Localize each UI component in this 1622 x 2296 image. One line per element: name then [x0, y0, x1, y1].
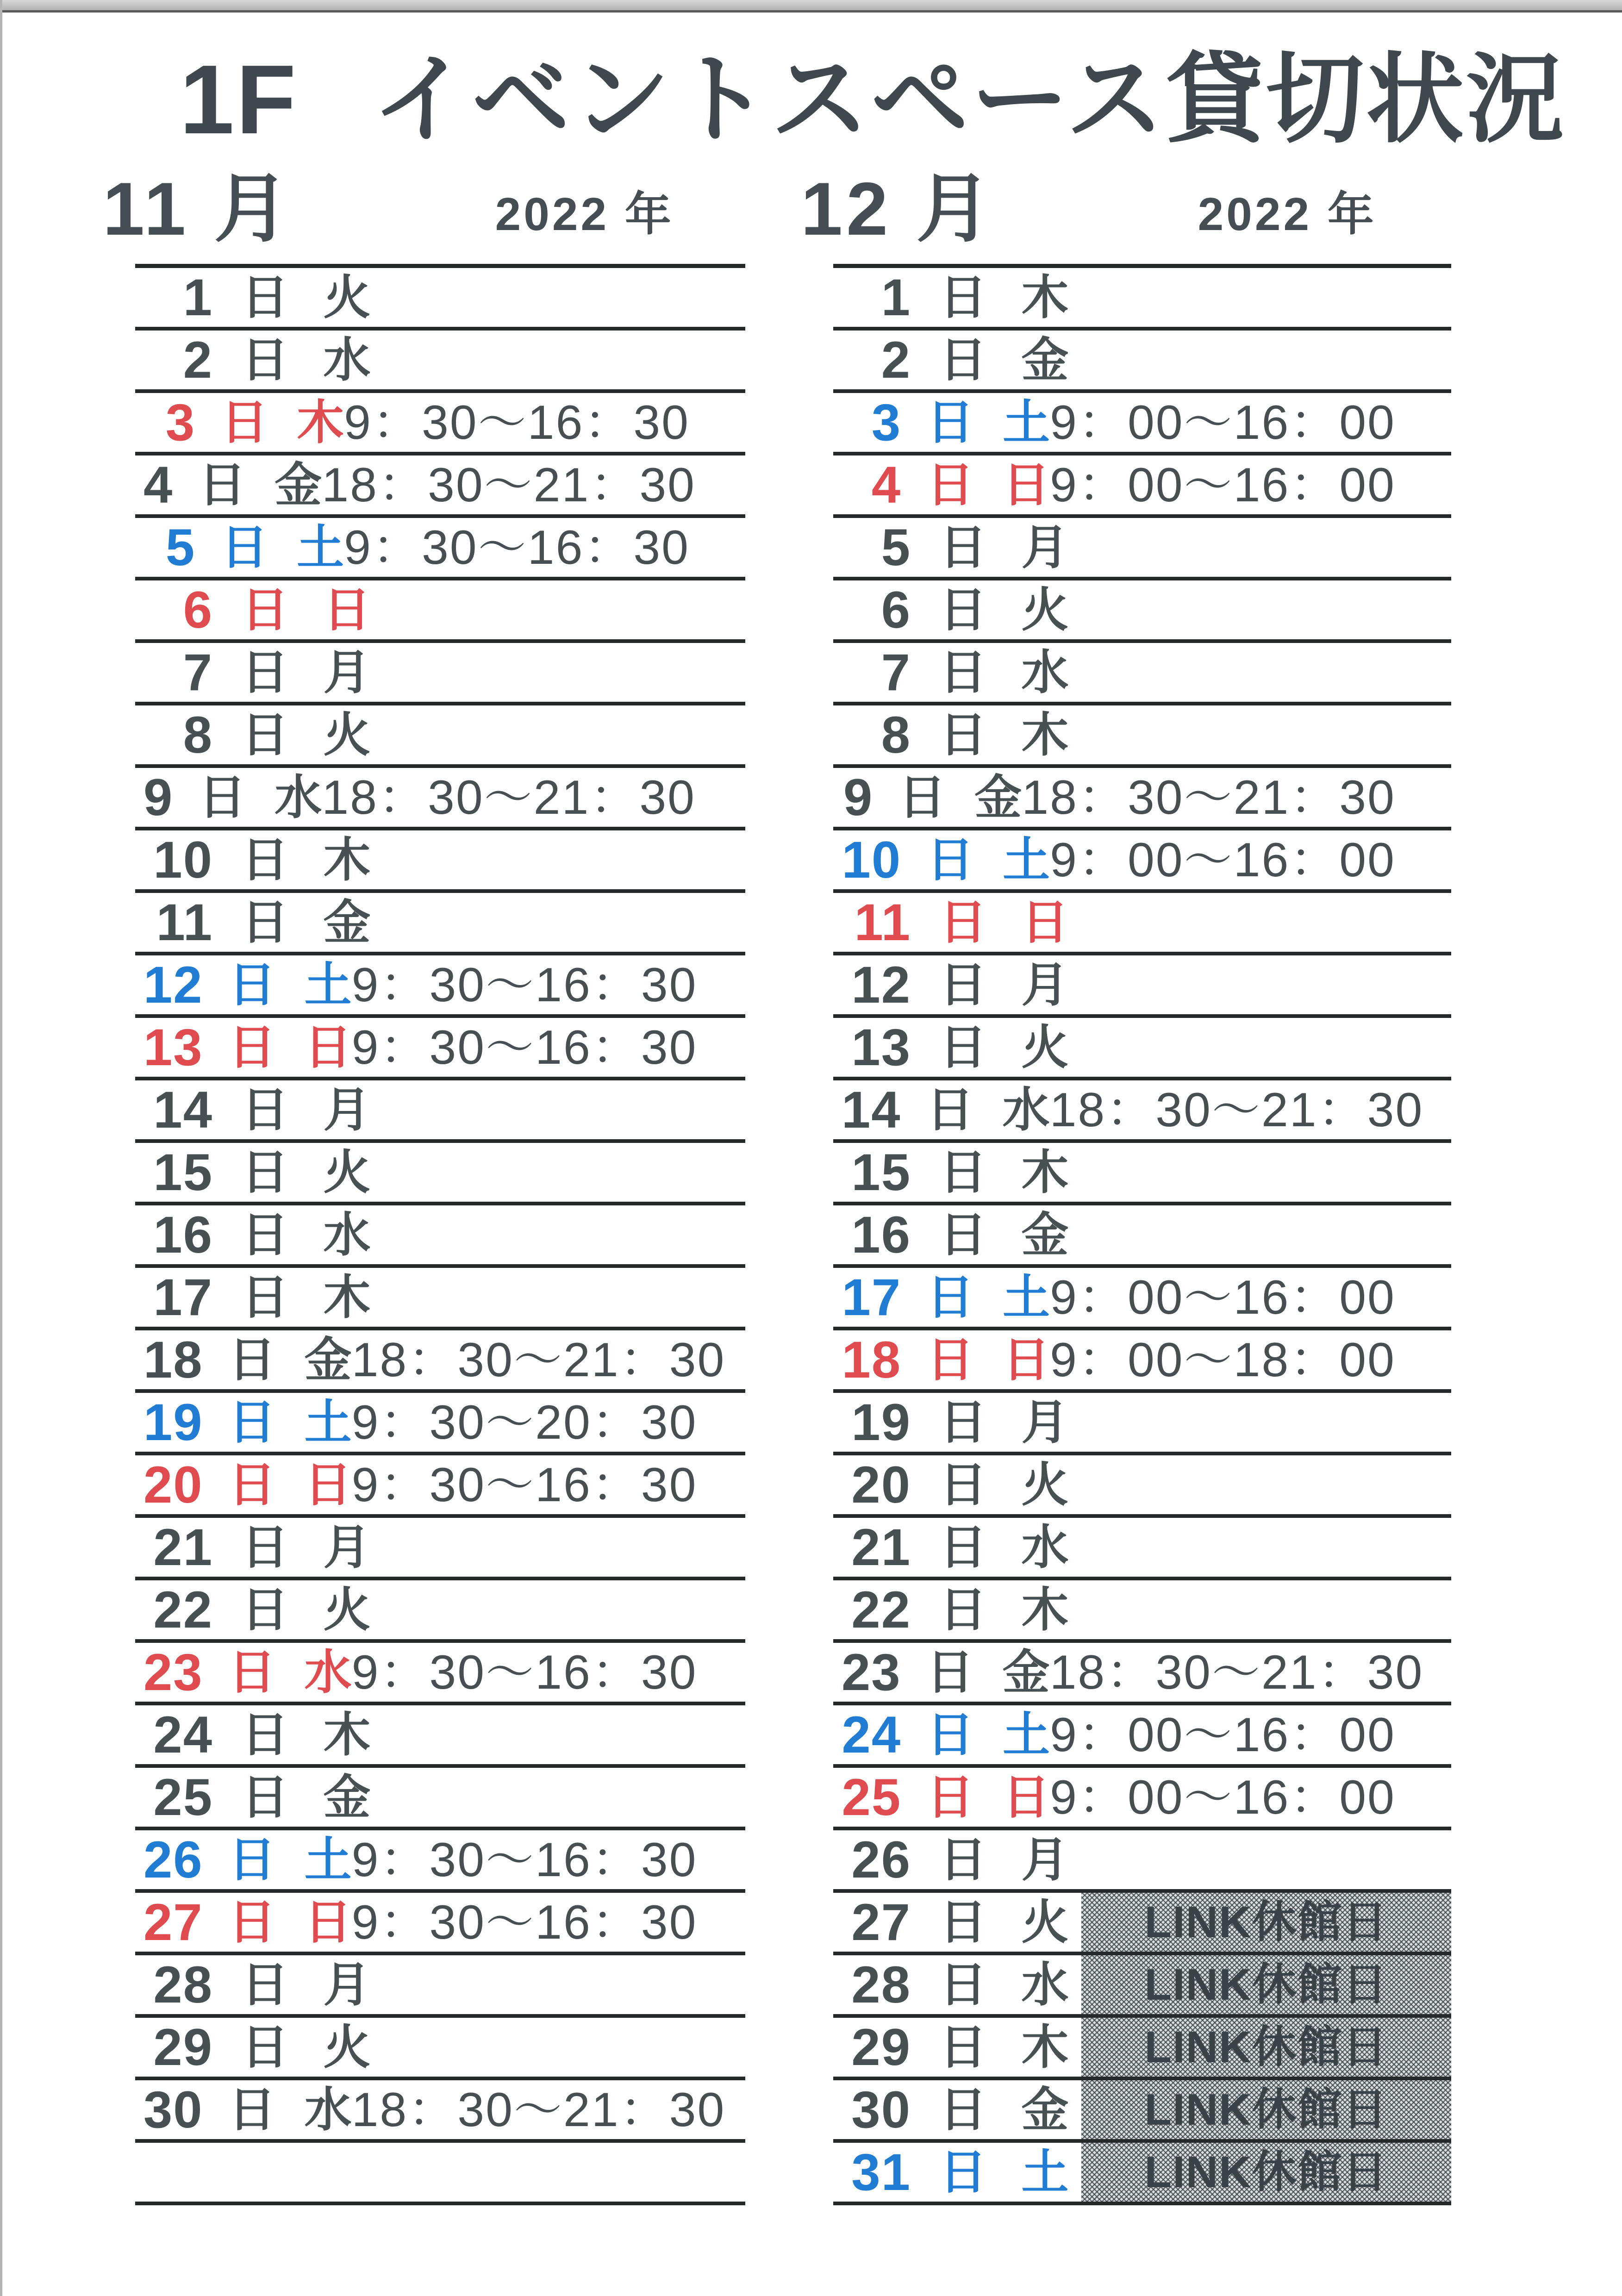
day-counter: 日 — [939, 2146, 987, 2199]
day-weekday: 木 — [1021, 2021, 1069, 2074]
page-title-floor: 1F — [180, 44, 298, 154]
day-weekday: 金 — [1021, 1208, 1069, 1261]
day-row — [135, 1955, 745, 2018]
day-weekday: 土 — [304, 1396, 352, 1449]
time-range: 9：30〜16：30 — [351, 1458, 698, 1512]
day-row — [833, 1955, 1451, 2018]
day-row — [833, 1705, 1451, 1768]
day-counter: 日 — [221, 521, 268, 574]
day-weekday: 日 — [323, 583, 371, 636]
day-weekday: 月 — [323, 1521, 371, 1574]
day-counter: 日 — [241, 1583, 289, 1636]
day-counter: 日 — [241, 1958, 289, 2011]
day-counter: 日 — [939, 1146, 987, 1199]
day-weekday: 火 — [1021, 1896, 1069, 1949]
day-counter: 日 — [939, 896, 987, 949]
day-weekday: 水 — [304, 2083, 352, 2136]
day-weekday: 水 — [1021, 646, 1069, 699]
day-weekday: 土 — [1003, 1708, 1050, 1761]
day-number: 16 — [851, 1205, 911, 1264]
day-number: 13 — [851, 1018, 911, 1076]
day-weekday: 火 — [1021, 1021, 1069, 1074]
day-number: 29 — [153, 2018, 213, 2076]
day-weekday: 土 — [1003, 396, 1050, 449]
day-row — [135, 1643, 745, 1705]
day-row — [833, 1080, 1451, 1143]
day-number: 15 — [851, 1143, 911, 1201]
day-number: 22 — [153, 1580, 213, 1639]
day-counter: 日 — [926, 1646, 974, 1699]
time-range: 9：00〜18：00 — [1050, 1333, 1396, 1387]
day-number: 21 — [153, 1518, 213, 1576]
day-row — [833, 1455, 1451, 1518]
day-counter: 日 — [939, 1521, 987, 1574]
day-number: 7 — [183, 643, 213, 701]
day-number: 16 — [153, 1205, 213, 1264]
day-number: 21 — [851, 1518, 911, 1576]
day-number: 2 — [881, 331, 911, 389]
closed-hatch-cell — [1081, 1955, 1451, 2014]
day-row — [833, 1018, 1451, 1080]
day-weekday: 水 — [323, 1208, 371, 1261]
day-counter: 日 — [241, 1771, 289, 1824]
day-counter: 日 — [926, 1083, 974, 1136]
time-range: 18：30〜21：30 — [351, 2083, 726, 2137]
day-number: 3 — [165, 393, 196, 451]
time-range: 9：00〜16：00 — [1050, 1770, 1396, 1824]
day-counter: 日 — [927, 396, 974, 449]
day-number: 30 — [143, 2080, 203, 2139]
day-weekday: 月 — [1021, 521, 1069, 574]
day-row — [135, 1143, 745, 1205]
scan-edge-left — [0, 0, 2, 2296]
day-counter: 日 — [228, 1646, 276, 1699]
day-weekday: 水 — [1021, 1521, 1069, 1574]
day-number: 27 — [143, 1893, 203, 1951]
day-weekday: 金 — [1021, 2083, 1069, 2136]
day-row — [833, 1643, 1451, 1705]
day-weekday: 月 — [1021, 958, 1069, 1011]
day-weekday: 月 — [323, 1958, 371, 2011]
day-number: 11 — [854, 893, 911, 951]
day-row — [135, 1080, 745, 1143]
day-counter: 日 — [939, 521, 987, 574]
closed-label: LINK休館日 — [1144, 2147, 1388, 2197]
day-counter: 日 — [939, 1958, 987, 2011]
day-weekday: 火 — [323, 2021, 371, 2074]
day-number: 1 — [183, 268, 213, 326]
month-label: 11 月 — [103, 167, 293, 251]
day-counter: 日 — [939, 271, 987, 324]
day-number: 17 — [153, 1268, 213, 1326]
day-counter: 日 — [228, 1021, 276, 1074]
day-row — [135, 1455, 745, 1518]
month-column-december — [801, 160, 1451, 2205]
day-counter: 日 — [241, 2021, 289, 2074]
day-counter: 日 — [241, 708, 289, 761]
time-range: 9：30〜20：30 — [351, 1395, 698, 1449]
day-number: 4 — [871, 455, 902, 514]
day-row — [833, 955, 1451, 1018]
day-counter: 日 — [939, 646, 987, 699]
scan-edge-top — [0, 0, 1622, 12]
day-row — [135, 1768, 745, 1830]
day-row — [135, 1830, 745, 1893]
day-number: 18 — [842, 1330, 902, 1389]
day-number: 23 — [842, 1643, 901, 1701]
day-row — [833, 830, 1451, 893]
time-range: 9：00〜16：00 — [1050, 458, 1396, 512]
day-number: 5 — [881, 518, 911, 576]
day-row — [833, 768, 1451, 830]
day-weekday: 金 — [323, 1771, 371, 1824]
day-row — [833, 1518, 1451, 1580]
day-row — [135, 643, 745, 705]
day-counter: 日 — [241, 1271, 289, 1324]
closed-label: LINK休館日 — [1144, 1897, 1388, 1947]
day-number: 10 — [842, 830, 902, 889]
time-range: 9：00〜16：00 — [1050, 1708, 1396, 1762]
time-range: 9：00〜16：00 — [1050, 833, 1396, 887]
closed-hatch-cell — [1081, 1893, 1451, 1952]
day-number: 25 — [153, 1768, 213, 1826]
day-row — [135, 1893, 745, 1955]
day-number: 13 — [143, 1018, 203, 1076]
day-row — [833, 393, 1451, 455]
day-row — [833, 580, 1451, 643]
closed-hatch-cell — [1081, 2018, 1451, 2077]
day-weekday: 木 — [323, 1708, 371, 1761]
day-weekday: 金 — [323, 896, 371, 949]
day-weekday: 水 — [274, 771, 322, 824]
day-row — [135, 331, 745, 393]
day-number: 19 — [143, 1393, 203, 1451]
month-header — [103, 160, 745, 268]
day-number: 9 — [843, 768, 873, 826]
day-weekday: 月 — [1021, 1396, 1069, 1449]
page-title-text: イベントスペース貸切状況 — [372, 44, 1566, 154]
day-weekday: 月 — [1021, 1833, 1069, 1886]
day-counter: 日 — [927, 1333, 974, 1386]
month-column-november — [103, 160, 745, 2205]
day-rows — [833, 268, 1451, 2205]
day-number: 1 — [881, 268, 911, 326]
year-label: 2022 年 — [1198, 188, 1377, 240]
day-row — [833, 1205, 1451, 1268]
day-weekday: 火 — [323, 1146, 371, 1199]
day-counter: 日 — [939, 1208, 987, 1261]
day-counter: 日 — [228, 2083, 276, 2136]
day-counter: 日 — [939, 1583, 987, 1636]
day-row — [833, 2143, 1451, 2205]
day-counter: 日 — [221, 396, 268, 449]
day-number: 3 — [871, 393, 902, 451]
day-row — [833, 2018, 1451, 2080]
day-row — [135, 518, 745, 580]
day-weekday: 日 — [1003, 1771, 1050, 1824]
day-weekday: 木 — [1021, 271, 1069, 324]
day-row — [833, 1393, 1451, 1455]
day-weekday: 日 — [304, 1458, 352, 1511]
day-number: 4 — [143, 455, 174, 514]
day-row — [833, 643, 1451, 705]
day-row — [833, 1330, 1451, 1393]
day-number: 5 — [165, 518, 196, 576]
day-number: 20 — [851, 1455, 911, 1514]
day-row — [135, 455, 745, 518]
day-weekday: 火 — [1021, 583, 1069, 636]
day-row — [135, 705, 745, 768]
day-number: 24 — [842, 1705, 902, 1764]
day-weekday: 土 — [304, 958, 352, 1011]
day-number: 19 — [851, 1393, 911, 1451]
day-row — [833, 893, 1451, 955]
day-counter: 日 — [898, 771, 946, 824]
day-counter: 日 — [241, 1208, 289, 1261]
day-counter: 日 — [241, 1146, 289, 1199]
day-row — [135, 2080, 745, 2143]
day-counter: 日 — [228, 1333, 276, 1386]
day-row — [135, 580, 745, 643]
day-weekday: 日 — [1021, 896, 1069, 949]
time-range: 18：30〜21：30 — [1049, 1645, 1424, 1699]
day-number: 17 — [842, 1268, 902, 1326]
time-range: 9：30〜16：30 — [351, 958, 698, 1012]
day-number: 26 — [143, 1830, 203, 1889]
day-weekday: 日 — [304, 1021, 352, 1074]
day-counter: 日 — [939, 2083, 987, 2136]
day-weekday: 金 — [1021, 333, 1069, 387]
day-counter: 日 — [241, 1521, 289, 1574]
day-row — [833, 1893, 1451, 1955]
year-label: 2022 年 — [495, 188, 674, 240]
day-row — [135, 1268, 745, 1330]
day-weekday: 木 — [1021, 708, 1069, 761]
day-number: 27 — [851, 1893, 911, 1951]
day-weekday: 火 — [323, 708, 371, 761]
day-number: 18 — [143, 1330, 203, 1389]
day-counter: 日 — [927, 1271, 974, 1324]
time-range: 9：30〜16：30 — [344, 520, 690, 574]
day-counter: 日 — [241, 896, 289, 949]
closed-hatch-cell — [1081, 2080, 1451, 2139]
day-weekday: 土 — [1003, 833, 1050, 886]
day-counter: 日 — [927, 458, 974, 512]
day-row — [135, 1518, 745, 1580]
day-weekday: 水 — [1002, 1083, 1050, 1136]
empty-row — [135, 2143, 745, 2205]
day-row — [833, 705, 1451, 768]
day-number: 8 — [881, 705, 911, 764]
day-weekday: 日 — [1003, 1333, 1050, 1386]
day-number: 26 — [851, 1830, 911, 1889]
day-row — [135, 2018, 745, 2080]
day-weekday: 土 — [1003, 1271, 1050, 1324]
time-range: 18：30〜21：30 — [1022, 770, 1396, 824]
day-counter: 日 — [939, 1021, 987, 1074]
day-row — [135, 393, 745, 455]
day-weekday: 土 — [1021, 2146, 1069, 2199]
day-row — [135, 1330, 745, 1393]
time-range: 18：30〜21：30 — [1049, 1083, 1424, 1137]
day-counter: 日 — [939, 1396, 987, 1449]
day-weekday: 水 — [1021, 1958, 1069, 2011]
day-number: 14 — [153, 1080, 213, 1139]
day-counter: 日 — [241, 271, 289, 324]
time-range: 9：30〜16：30 — [351, 1645, 698, 1699]
day-counter: 日 — [939, 583, 987, 636]
time-range: 9：00〜16：00 — [1050, 395, 1396, 449]
day-counter: 日 — [927, 833, 974, 886]
day-number: 12 — [851, 955, 911, 1014]
day-counter: 日 — [228, 1396, 276, 1449]
day-row — [833, 1830, 1451, 1893]
day-counter: 日 — [939, 2021, 987, 2074]
day-weekday: 火 — [323, 271, 371, 324]
month-header — [801, 160, 1451, 268]
day-number: 30 — [851, 2080, 911, 2139]
time-range: 9：30〜16：30 — [351, 1833, 698, 1887]
day-row — [135, 830, 745, 893]
day-number: 29 — [851, 2018, 911, 2076]
day-weekday: 火 — [1021, 1458, 1069, 1511]
day-row — [833, 331, 1451, 393]
day-row — [833, 1143, 1451, 1205]
day-number: 12 — [143, 955, 203, 1014]
closed-label: LINK休館日 — [1144, 2084, 1388, 2134]
day-number: 11 — [156, 893, 213, 951]
day-number: 6 — [183, 580, 213, 639]
day-weekday: 水 — [323, 333, 371, 387]
day-row — [833, 1768, 1451, 1830]
day-counter: 日 — [939, 1833, 987, 1886]
day-weekday: 金 — [974, 771, 1022, 824]
day-number: 7 — [881, 643, 911, 701]
day-counter: 日 — [241, 583, 289, 636]
day-weekday: 木 — [323, 1271, 371, 1324]
day-number: 2 — [183, 331, 213, 389]
page-title — [180, 45, 1566, 153]
day-number: 9 — [143, 768, 174, 826]
day-row — [135, 268, 745, 331]
day-number: 8 — [183, 705, 213, 764]
day-number: 15 — [153, 1143, 213, 1201]
day-weekday: 木 — [323, 833, 371, 886]
day-row — [833, 1580, 1451, 1643]
day-row — [833, 518, 1451, 580]
day-number: 22 — [851, 1580, 911, 1639]
day-row — [135, 768, 745, 830]
day-counter: 日 — [199, 458, 246, 512]
day-counter: 日 — [927, 1708, 974, 1761]
day-row — [135, 1393, 745, 1455]
day-row — [833, 2080, 1451, 2143]
day-counter: 日 — [939, 958, 987, 1011]
day-weekday: 月 — [323, 1083, 371, 1136]
day-counter: 日 — [939, 708, 987, 761]
day-weekday: 火 — [323, 1583, 371, 1636]
closed-hatch-cell — [1081, 2143, 1451, 2202]
day-counter: 日 — [939, 333, 987, 387]
day-weekday: 水 — [304, 1646, 352, 1699]
day-counter: 日 — [228, 958, 276, 1011]
day-number: 31 — [851, 2143, 911, 2201]
day-weekday: 木 — [1021, 1583, 1069, 1636]
day-weekday: 日 — [304, 1896, 352, 1949]
day-number: 24 — [153, 1705, 213, 1764]
day-row — [135, 1018, 745, 1080]
time-range: 18：30〜21：30 — [322, 770, 696, 824]
day-number: 14 — [842, 1080, 901, 1139]
day-counter: 日 — [241, 646, 289, 699]
day-number: 6 — [881, 580, 911, 639]
time-range: 9：00〜16：00 — [1050, 1270, 1396, 1324]
day-weekday: 土 — [297, 521, 344, 574]
day-row — [833, 1268, 1451, 1330]
day-weekday: 金 — [274, 458, 322, 512]
time-range: 18：30〜21：30 — [351, 1333, 726, 1387]
day-weekday: 木 — [297, 396, 344, 449]
day-row — [135, 893, 745, 955]
day-number: 20 — [143, 1455, 203, 1514]
time-range: 18：30〜21：30 — [322, 458, 696, 512]
day-counter: 日 — [199, 771, 246, 824]
month-label: 12 月 — [801, 167, 995, 251]
closed-label: LINK休館日 — [1144, 1959, 1388, 2009]
day-counter: 日 — [228, 1896, 276, 1949]
day-row — [833, 455, 1451, 518]
day-row — [135, 955, 745, 1018]
day-weekday: 金 — [304, 1333, 352, 1386]
day-number: 28 — [851, 1955, 911, 2014]
day-weekday: 日 — [1003, 458, 1050, 512]
day-number: 28 — [153, 1955, 213, 2014]
day-weekday: 木 — [1021, 1146, 1069, 1199]
day-row — [833, 268, 1451, 331]
day-counter: 日 — [939, 1458, 987, 1511]
day-number: 25 — [842, 1768, 902, 1826]
day-counter: 日 — [228, 1833, 276, 1886]
day-weekday: 土 — [304, 1833, 352, 1886]
day-counter: 日 — [241, 333, 289, 387]
day-rows — [135, 268, 745, 2205]
time-range: 9：30〜16：30 — [351, 1895, 698, 1949]
time-range: 9：30〜16：30 — [344, 395, 690, 449]
day-counter: 日 — [241, 1083, 289, 1136]
day-counter: 日 — [241, 833, 289, 886]
day-row — [135, 1205, 745, 1268]
day-counter: 日 — [228, 1458, 276, 1511]
day-weekday: 月 — [323, 646, 371, 699]
day-number: 23 — [143, 1643, 203, 1701]
day-counter: 日 — [927, 1771, 974, 1824]
day-counter: 日 — [939, 1896, 987, 1949]
day-row — [135, 1705, 745, 1768]
day-counter: 日 — [241, 1708, 289, 1761]
day-number: 10 — [153, 830, 213, 889]
closed-label: LINK休館日 — [1144, 2022, 1388, 2072]
day-row — [135, 1580, 745, 1643]
day-weekday: 金 — [1002, 1646, 1050, 1699]
time-range: 9：30〜16：30 — [351, 1020, 698, 1074]
